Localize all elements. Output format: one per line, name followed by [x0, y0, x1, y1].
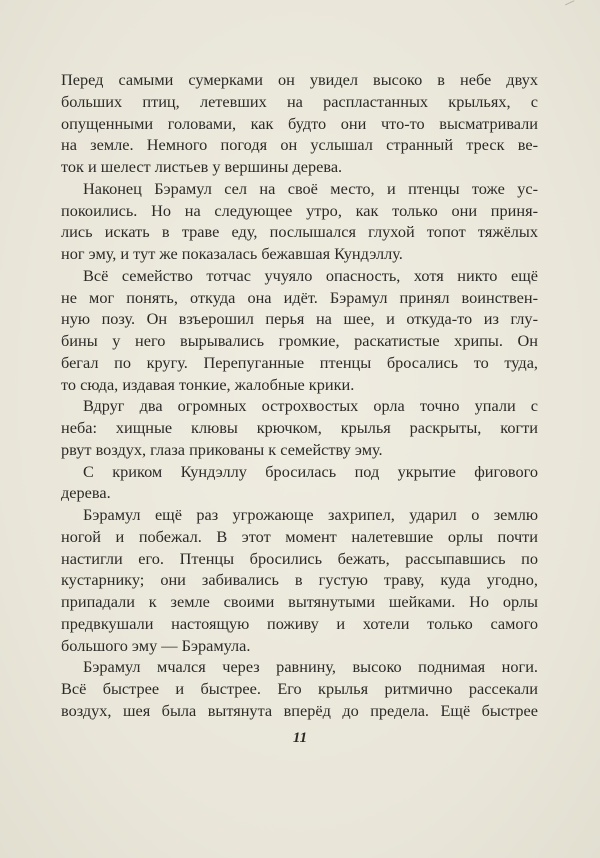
text-line: Всё быстрее и быстрее. Его крылья ритмично рассекали [61, 679, 538, 698]
text-line: бегал по кругу. Перепуганные птенцы бросались то туда, [61, 352, 538, 372]
text-line: покоились. Но на следующее утро, как только они приня- [61, 200, 538, 220]
text-line: С криком Кундэллу бросилась под укрытие фигового [83, 461, 538, 481]
text-line: кустарнику; они забивались в густую траву, куда угодно, [61, 570, 538, 590]
text-line: бины у него вырывались громкие, раскатистые хрипы. Он [61, 331, 538, 350]
text-line: дерева. [61, 483, 111, 503]
text-line: не мог понять, откуда она идёт. Бэрамул принял воинствен- [61, 287, 538, 307]
text-line: ног эму, и тут же показалась бежавшая Кундэллу. [61, 244, 403, 263]
text-line: настигли его. Птенцы бросились бежать, рассыпавшись по [61, 548, 538, 568]
body-text [61, 69, 538, 722]
text-line: неба: хищные клювы крючком, крылья раскрыты, когти [61, 418, 538, 437]
page-number: 11 [292, 730, 308, 746]
text-line: ную позу. Он взъерошил перья на шее, и откуда-то из глу- [61, 309, 538, 329]
text-line: Всё семейство тотчас учуяло опасность, хотя никто ещё [83, 265, 538, 285]
scan-mark [565, 0, 577, 11]
paragraph [61, 656, 538, 721]
text-line: рвут воздух, глаза прикованы к семейству эму. [61, 439, 383, 459]
text-line: на земле. Немного погодя он услышал странный треск ве- [61, 135, 538, 155]
text-line: опущенными головами, как будто они что-то высматривали [61, 113, 538, 133]
paragraph [61, 461, 538, 505]
text-line: то сюда, издавая тонкие, жалобные крики. [61, 374, 355, 394]
text-line: ток и шелест листьев у вершины дерева. [61, 157, 343, 176]
paragraph [61, 395, 538, 460]
text-line: припадали к земле своими вытянутыми шейками. Но орлы [61, 592, 538, 611]
text-line: Вдруг два огромных острохвостых орла точно упали с [83, 396, 538, 416]
text-line: ногой и побежал. В этот момент налетевшие орлы почти [61, 526, 538, 546]
text-line: Бэрамул мчался через равнину, высоко поднимая ноги. [83, 657, 538, 677]
text-line: Перед самыми сумерками он увидел высоко в небе двух [61, 70, 538, 89]
paragraph [61, 178, 538, 265]
text-line: Наконец Бэрамул сел на своё место, и птенцы тоже ус- [83, 178, 538, 198]
text-line: большого эму — Бэрамула. [61, 635, 251, 655]
text-line: Бэрамул ещё раз угрожающе захрипел, ударил о землю [83, 505, 538, 524]
text-line: больших птиц, летевших на распластанных крыльях, с [61, 91, 538, 111]
paragraph [61, 504, 538, 656]
paragraph [61, 265, 538, 396]
text-line: лись искать в траве еду, послышался глухой топот тяжёлых [61, 222, 538, 242]
text-line: предвкушали настоящую поживу и хотели только самого [61, 613, 538, 633]
paragraph [61, 69, 538, 178]
text-line: воздух, шея была вытянута вперёд до предела. Ещё быстрее [61, 700, 538, 720]
